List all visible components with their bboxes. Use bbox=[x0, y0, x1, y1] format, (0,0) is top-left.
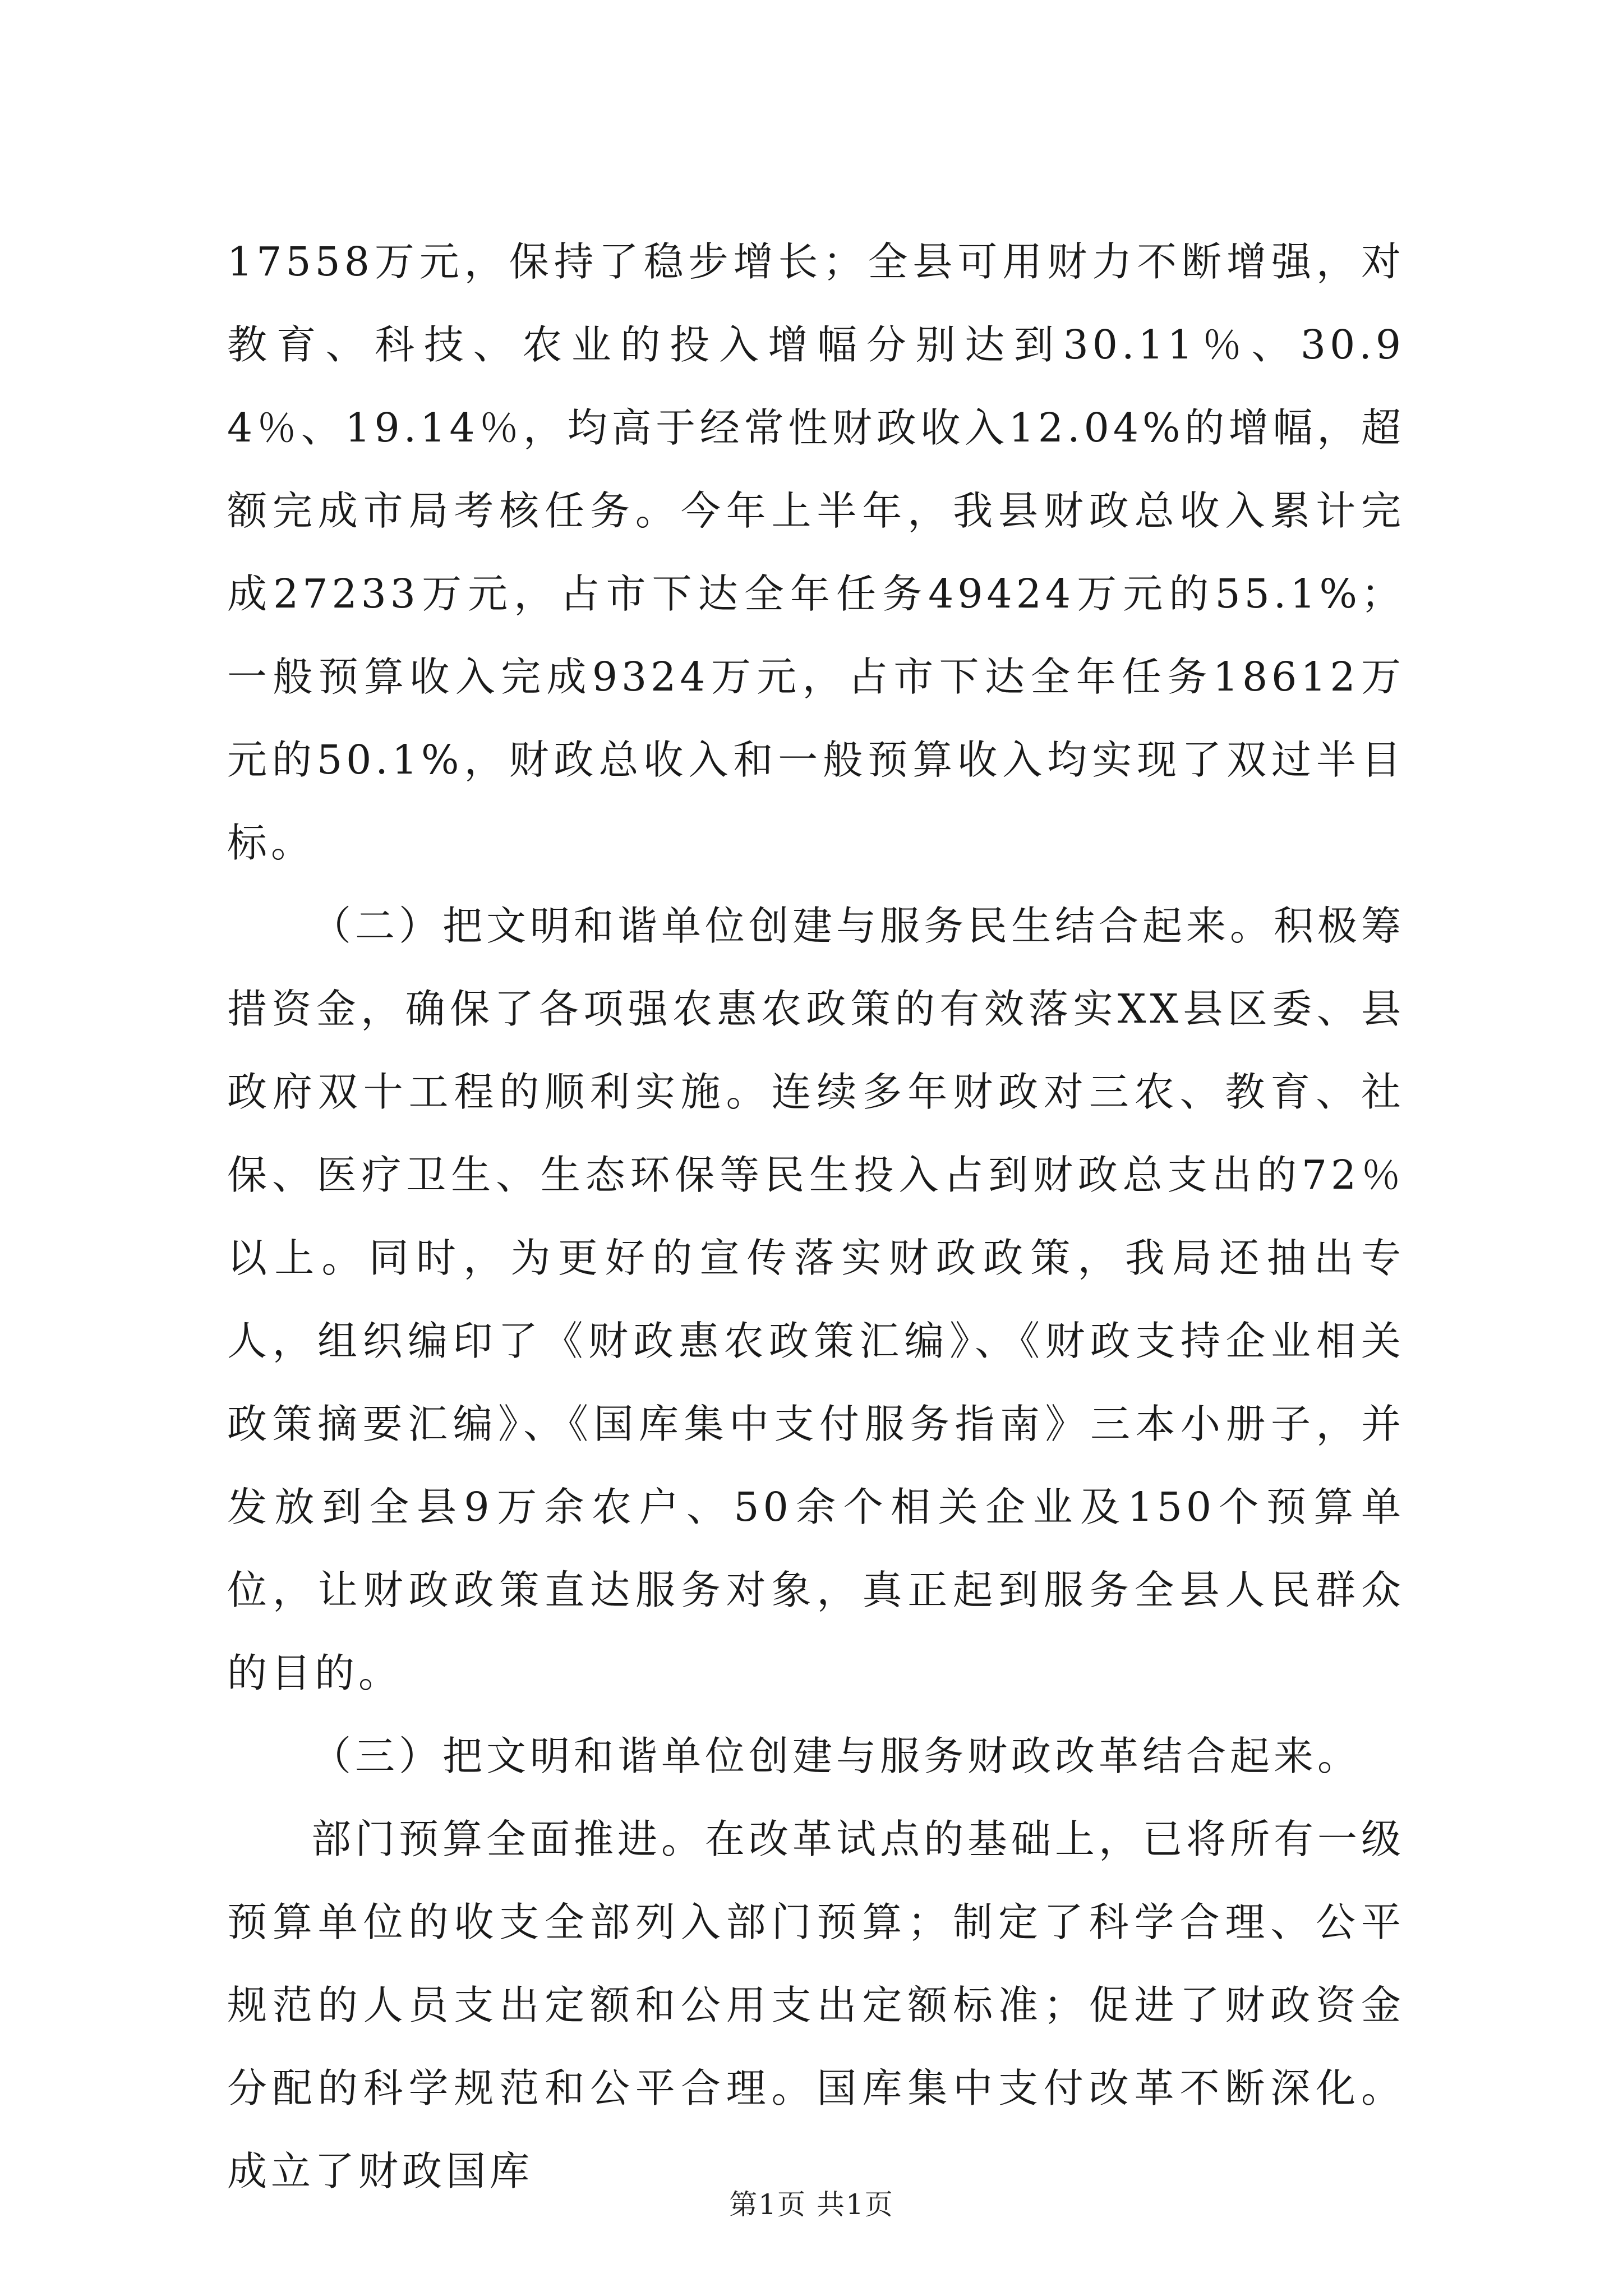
paragraph-livelihood-service: （二）把文明和谐单位创建与服务民生结合起来。积极筹措资金，确保了各项强农惠农政策的有效落实XX县区委、县政府双十工程的顺利实施。连续多年财政对三农、教育、社保、医疗卫生、生态环保等民生投入占到财政总支出的72％以上。同时，为更好的宣传落实财政政策，我局还抽出专人，组织编印了《财政惠农政策汇编》、《财政支持企业相关政策摘要汇编》、《国库集中支付服务指南》三本小册子，并发放到全县9万余农户、50余个相关企业及150个预算单位，让财政政策直达服务对象，真正起到服务全县人民群众的目的。 bbox=[227, 903, 1405, 1696]
document-body bbox=[227, 220, 1405, 2213]
page-footer: 第1页 共1页 bbox=[729, 2188, 894, 2221]
paragraph-revenue-growth: 17558万元，保持了稳步增长；全县可用财力不断增强，对教育、科技、农业的投入增幅分别达到30.11％、30.94％、19.14％，均高于经常性财政收入12.04%的增幅，超额完成市局考核任务。今年上半年，我县财政总收入累计完成27233万元，占市下达全年任务49424万元的55.1%；一般预算收入完成9324万元，占市下达全年任务18612万元的50.1%，财政总收入和一般预算收入均实现了双过半目标。 bbox=[227, 238, 1405, 866]
paragraph-fiscal-reform-heading: （三）把文明和谐单位创建与服务财政改革结合起来。 bbox=[311, 1733, 1362, 1779]
paragraph-budget-reform: 部门预算全面推进。在改革试点的基础上，已将所有一级预算单位的收支全部列入部门预算；制定了科学合理、公平规范的人员支出定额和公用支出定额标准；促进了财政资金分配的科学规范和公平合理。国库集中支付改革不断深化。成立了财政国库 bbox=[227, 1816, 1405, 2194]
